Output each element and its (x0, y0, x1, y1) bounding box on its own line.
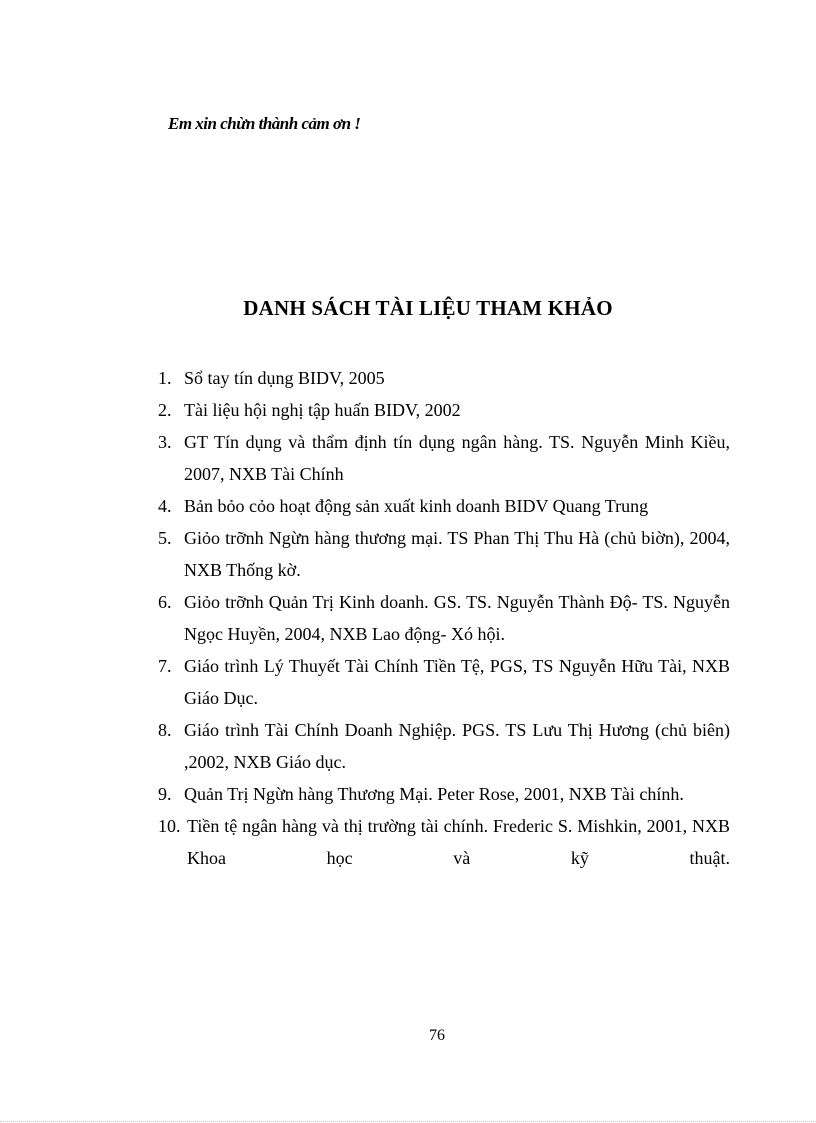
reference-text: Giáo trình Tài Chính Doanh Nghiệp. PGS. TS Lưu Thị Hương (chủ biên) ,2002, NXB Giáo dục. (184, 720, 730, 772)
reference-text: Tài liệu hội nghị tập huấn BIDV, 2002 (184, 400, 461, 420)
reference-text: Tiền tệ ngân hàng và thị trường tài chính. Frederic S. Mishkin, 2001, NXB Khoa học và kỹ thuật. (187, 816, 730, 868)
reference-list (158, 362, 730, 874)
reference-item (158, 650, 730, 714)
reference-item (158, 522, 730, 586)
reference-number: 5. (158, 528, 172, 548)
page-number: 76 (429, 1027, 445, 1044)
reference-text: Bản bỏo cỏo hoạt động sản xuất kinh doanh BIDV Quang Trung (184, 496, 649, 516)
reference-item (158, 394, 730, 426)
footer-divider (0, 1121, 816, 1122)
reference-text: Sổ tay tín dụng BIDV, 2005 (184, 368, 385, 388)
reference-item (158, 362, 730, 394)
reference-item (158, 714, 730, 778)
reference-text: Giáo trình Lý Thuyết Tài Chính Tiền Tệ, PGS, TS Nguyễn Hữu Tài, NXB Giáo Dục. (184, 656, 730, 708)
reference-item (158, 490, 730, 522)
reference-item (158, 778, 730, 810)
page-title: DANH SÁCH TÀI LIỆU THAM KHẢO (243, 296, 613, 320)
closing-thanks: Em xin chừn thành cảm ơn ! (168, 114, 361, 133)
reference-text: Giỏo trỡnh Ngừn hàng thương mại. TS Phan Thị Thu Hà (chủ biờn), 2004, NXB Thống kờ. (184, 528, 730, 580)
reference-text: GT Tín dụng và thẩm định tín dụng ngân hàng. TS. Nguyễn Minh Kiều, 2007, NXB Tài Chính (184, 432, 730, 484)
reference-number: 7. (158, 656, 172, 676)
reference-number: 8. (158, 720, 172, 740)
reference-text: Quản Trị Ngừn hàng Thương Mại. Peter Rose, 2001, NXB Tài chính. (184, 784, 684, 804)
reference-item (158, 586, 730, 650)
reference-text: Giỏo trỡnh Quản Trị Kinh doanh. GS. TS. Nguyễn Thành Độ- TS. Nguyễn Ngọc Huyền, 2004, NXB Lao động- Xó hội. (184, 592, 730, 644)
reference-number: 9. (158, 784, 172, 804)
reference-number: 1. (158, 368, 172, 388)
reference-number: 3. (158, 432, 172, 452)
reference-number: 2. (158, 400, 172, 420)
reference-item (158, 426, 730, 490)
reference-number: 4. (158, 496, 172, 516)
reference-number: 6. (158, 592, 172, 612)
reference-number: 10. (158, 816, 181, 836)
reference-item (158, 810, 730, 874)
